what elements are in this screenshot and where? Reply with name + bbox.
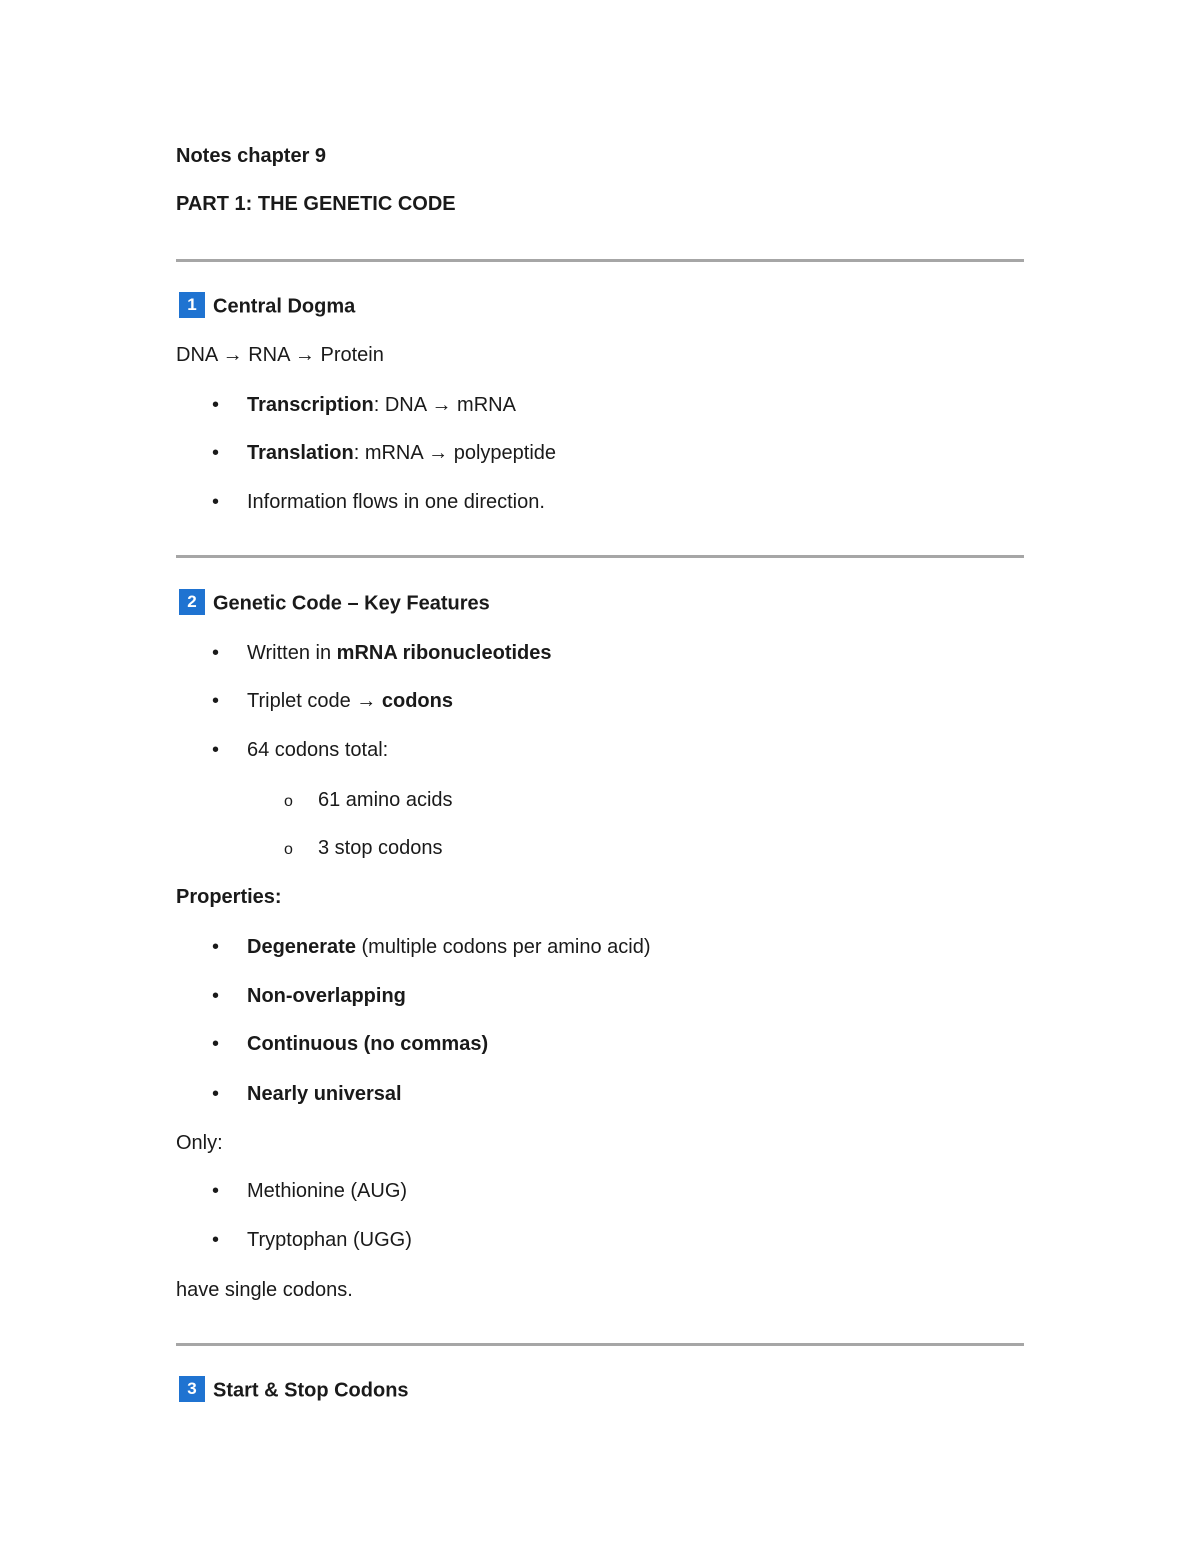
list-item: Transcription: DNA → mRNA	[247, 394, 516, 416]
sub-bullet-icon: o	[284, 841, 293, 858]
bullet-icon: •	[212, 1180, 220, 1202]
section-2-heading	[179, 591, 490, 617]
only-label: Only:	[176, 1132, 223, 1154]
list-item: Written in mRNA ribonucleotides	[247, 642, 552, 664]
bullet-icon: •	[212, 1083, 220, 1105]
list-item: Degenerate (multiple codons per amino acid)	[247, 936, 651, 958]
section-number-badge: 1	[179, 292, 205, 318]
bullet-icon: •	[212, 690, 220, 712]
closing-text: have single codons.	[176, 1279, 353, 1301]
sub-bullet-icon: o	[284, 793, 293, 810]
section-divider	[176, 555, 1024, 558]
section-3-heading	[179, 1378, 409, 1404]
list-item: Tryptophan (UGG)	[247, 1229, 412, 1251]
sub-list-item: 61 amino acids	[318, 789, 453, 811]
list-item: Triplet code → codons	[247, 690, 453, 712]
section-1-title: Central Dogma	[213, 295, 356, 318]
part-heading: PART 1: THE GENETIC CODE	[176, 193, 456, 215]
list-item: Nearly universal	[247, 1083, 402, 1105]
section-divider	[176, 1343, 1024, 1346]
bullet-icon: •	[212, 1033, 220, 1055]
section-divider	[176, 259, 1024, 262]
bullet-icon: •	[212, 491, 220, 513]
bullet-icon: •	[212, 442, 220, 464]
section-2-title: Genetic Code – Key Features	[213, 592, 490, 615]
central-dogma-flow: DNA → RNA → Protein	[176, 344, 384, 366]
bullet-icon: •	[212, 394, 220, 416]
list-item: Continuous (no commas)	[247, 1033, 489, 1055]
section-number-badge: 2	[179, 589, 205, 615]
section-number-badge: 3	[179, 1376, 205, 1402]
list-item: Information flows in one direction.	[247, 491, 545, 513]
bullet-icon: •	[212, 642, 220, 664]
properties-label: Properties:	[176, 886, 282, 908]
list-item: Translation: mRNA → polypeptide	[247, 442, 557, 464]
bullet-icon: •	[212, 985, 220, 1007]
list-item: 64 codons total:	[247, 739, 389, 761]
document-title: Notes chapter 9	[176, 145, 327, 167]
list-item: Non-overlapping	[247, 985, 406, 1007]
sub-list-item: 3 stop codons	[318, 837, 443, 859]
bullet-icon: •	[212, 739, 220, 761]
list-item: Methionine (AUG)	[247, 1180, 408, 1202]
section-3-title: Start & Stop Codons	[213, 1379, 409, 1402]
bullet-icon: •	[212, 936, 220, 958]
section-1-heading	[179, 294, 355, 320]
bullet-icon: •	[212, 1229, 220, 1251]
